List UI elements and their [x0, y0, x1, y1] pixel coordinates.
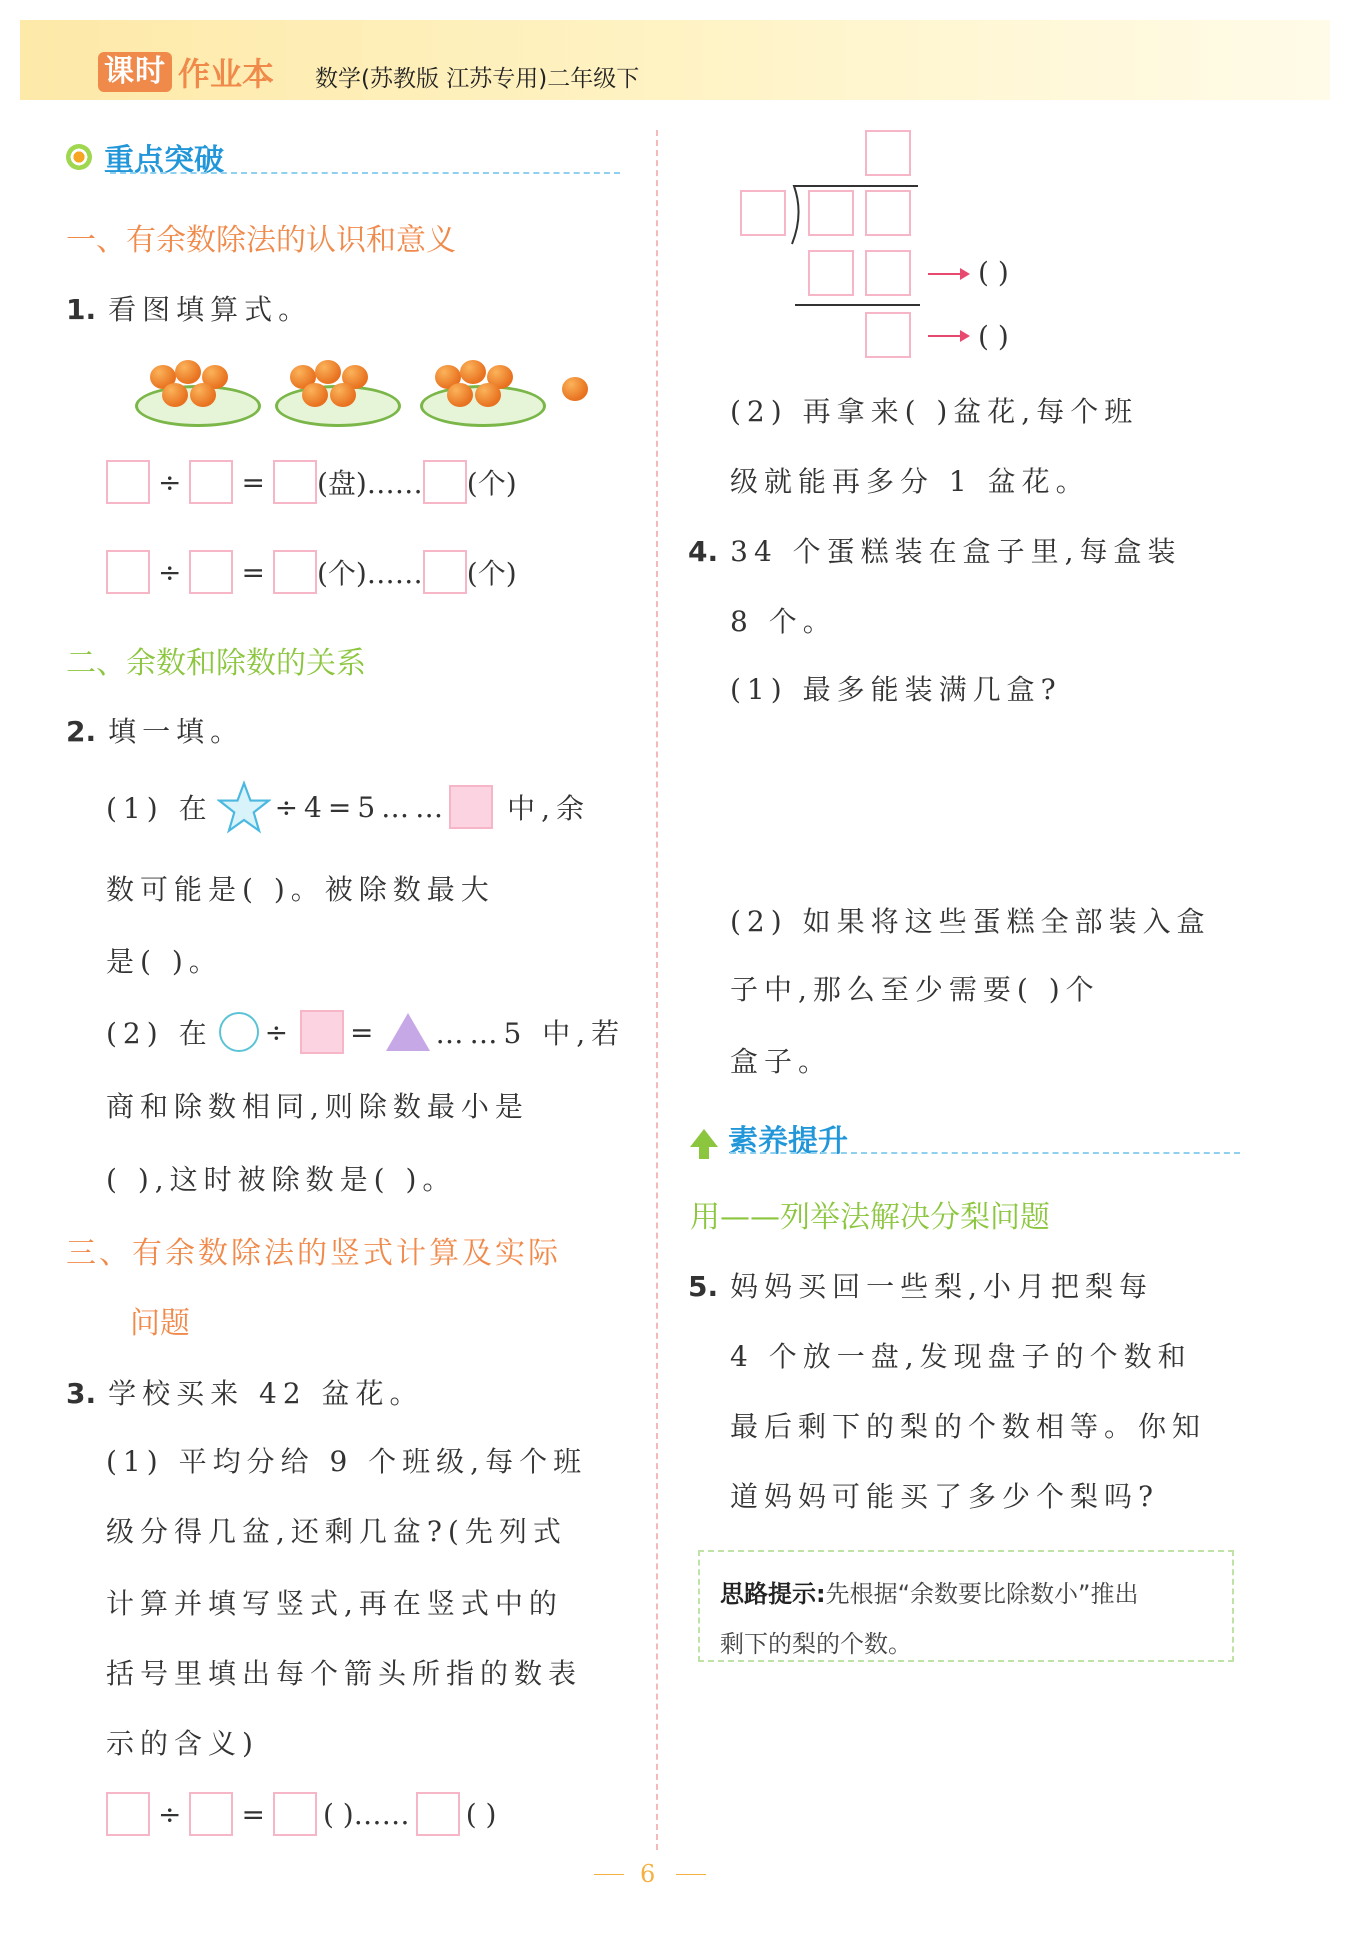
arrow-icon	[928, 335, 966, 337]
q4-p2-line2: 子中,那么至少需要( )个	[730, 973, 1100, 1006]
q4-part1: (1) 最多能装满几盒?	[730, 673, 1062, 706]
page-number: 6	[640, 1860, 656, 1888]
product-ones-box[interactable]	[865, 250, 911, 296]
unit-label: (个)	[466, 557, 517, 590]
answer-box[interactable]	[189, 550, 233, 594]
unit-paren: ( )……	[322, 1797, 410, 1831]
divide-sign: ÷	[158, 1797, 182, 1831]
q4-p2-line1: (2) 如果将这些蛋糕全部装入盒	[730, 905, 1211, 938]
answer-box[interactable]	[423, 550, 467, 594]
oranges-illustration	[130, 355, 600, 415]
divisor-box[interactable]	[300, 1010, 344, 1054]
orange-single	[562, 377, 588, 401]
hint-label: 思路提示:	[720, 1580, 826, 1608]
q5-number: 5.	[688, 1270, 719, 1303]
unit-paren: ( )	[465, 1797, 497, 1831]
q2-p1-tail: 中,余	[507, 792, 591, 825]
q2-text: 填一填。	[108, 715, 245, 748]
dividend-tens-box[interactable]	[808, 190, 854, 236]
q3-p1-line4: 括号里填出每个箭头所指的数表	[106, 1657, 583, 1690]
divisor-box[interactable]	[740, 190, 786, 236]
answer-box[interactable]	[416, 1792, 460, 1836]
subsection-3-line2: 问题	[130, 1306, 190, 1341]
q2-part1-line2: 数可能是( )。被除数最大	[106, 873, 495, 906]
arrow2-paren: ( )	[978, 320, 1009, 353]
orange	[460, 360, 486, 384]
logo-box: 课时	[98, 52, 172, 92]
q3-text: 学校买来 42 盆花。	[108, 1377, 424, 1410]
q4-text: 34 个蛋糕装在盒子里,每盒装	[730, 535, 1182, 568]
q3-number: 3.	[66, 1377, 97, 1410]
subsection-4: 用——列举法解决分梨问题	[690, 1200, 1050, 1235]
answer-box[interactable]	[273, 550, 317, 594]
star-icon	[217, 780, 271, 834]
q3-prompt	[66, 1372, 424, 1412]
q5-line2: 4 个放一盘,发现盘子的个数和	[730, 1340, 1192, 1373]
answer-box[interactable]	[189, 460, 233, 504]
subsection-2: 二、余数和除数的关系	[66, 646, 366, 681]
column-divider	[656, 130, 658, 1850]
q4-line1	[688, 530, 1182, 570]
q5-line1	[688, 1265, 1153, 1305]
orange	[190, 383, 216, 407]
answer-box[interactable]	[189, 1792, 233, 1836]
answer-box[interactable]	[273, 1792, 317, 1836]
divide-sign: ÷	[158, 555, 182, 589]
answer-box[interactable]	[106, 1792, 150, 1836]
q1-equation-2	[106, 550, 517, 594]
q1-text: 看图填算式。	[108, 293, 313, 326]
arrow-icon	[928, 273, 966, 275]
unit-label: (个)	[466, 467, 517, 500]
hint-text1: 先根据“余数要比除数小”推出	[825, 1580, 1139, 1608]
equals-sign: =	[241, 1797, 265, 1831]
section-key-label: 重点突破	[104, 143, 224, 178]
orange	[475, 383, 501, 407]
q3-p1-line5: 示的含义)	[106, 1727, 259, 1760]
orange	[162, 383, 188, 407]
q2-number: 2.	[66, 715, 97, 748]
section-advance-label: 素养提升	[728, 1124, 848, 1159]
unit-label: (盘)……	[316, 467, 423, 500]
q2-part1-line3: 是( )。	[106, 945, 223, 978]
subsection-1: 一、有余数除法的认识和意义	[66, 223, 456, 258]
q2-prompt	[66, 710, 244, 750]
q1-number: 1.	[66, 293, 97, 326]
target-icon	[66, 144, 92, 170]
q2-p2-lead: (2) 在	[106, 1017, 213, 1050]
q3-p1-line2: 级分得几盆,还剩几盆?(先列式	[106, 1515, 567, 1548]
q3-p1-line1: (1) 平均分给 9 个班级,每个班	[106, 1445, 588, 1478]
equals-sign: =	[241, 465, 265, 499]
q2-p1-equation: ÷4=5……	[274, 790, 450, 824]
q4-p2-line3: 盒子。	[730, 1045, 833, 1078]
q3-equation	[106, 1792, 496, 1836]
q2-part2-line2: 商和除数相同,则除数最小是	[106, 1090, 529, 1123]
q2-part1-line1	[106, 780, 590, 834]
answer-box[interactable]	[423, 460, 467, 504]
q2-p1-lead: (1) 在	[106, 792, 213, 825]
divide-sign: ÷	[158, 465, 182, 499]
header-logo	[98, 52, 274, 92]
circle-icon	[219, 1012, 259, 1052]
hint-box	[698, 1550, 1234, 1662]
header-subtitle: 数学(苏教版 江苏专用)二年级下	[315, 66, 640, 92]
orange	[447, 383, 473, 407]
equals-sign: =	[241, 555, 265, 589]
q2-part2-line1	[106, 1010, 625, 1054]
q2-p2-tail: ……5 中,若	[435, 1017, 626, 1050]
orange	[315, 360, 341, 384]
q3-p2-line1: (2) 再拿来( )盆花,每个班	[730, 395, 1139, 428]
q1-equation-1	[106, 460, 517, 504]
q4-line2: 8 个。	[730, 605, 837, 638]
divide-sign: ÷	[264, 1015, 295, 1049]
q5-line4: 道妈妈可能买了多少个梨吗?	[730, 1480, 1160, 1513]
answer-box[interactable]	[273, 460, 317, 504]
quotient-box[interactable]	[865, 130, 911, 176]
hint-line1	[720, 1566, 1212, 1622]
answer-box[interactable]	[106, 460, 150, 504]
arrow1-paren: ( )	[978, 256, 1009, 289]
q1-prompt	[66, 288, 312, 328]
triangle-icon	[386, 1013, 430, 1051]
q3-p1-line3: 计算并填写竖式,再在竖式中的	[106, 1587, 563, 1620]
orange	[175, 360, 201, 384]
unit-label: (个)……	[316, 557, 423, 590]
q3-p2-line2: 级就能再多分 1 盆花。	[730, 465, 1090, 498]
remainder-box[interactable]	[865, 312, 911, 358]
arrow-up-icon	[690, 1129, 718, 1147]
orange	[330, 383, 356, 407]
q5-line3: 最后剩下的梨的个数相等。你知	[730, 1410, 1207, 1443]
answer-box[interactable]	[106, 550, 150, 594]
equals-sign: =	[350, 1015, 380, 1049]
q4-number: 4.	[688, 535, 719, 568]
q5-text: 妈妈买回一些梨,小月把梨每	[730, 1270, 1154, 1303]
subtraction-line	[795, 304, 920, 306]
section-key-underline	[110, 172, 620, 174]
q2-part2-line3: ( ),这时被除数是( )。	[106, 1163, 457, 1196]
hint-line2: 剩下的梨的个数。	[720, 1630, 912, 1658]
dividend-ones-box[interactable]	[865, 190, 911, 236]
subsection-3-line1: 三、有余数除法的竖式计算及实际	[66, 1236, 561, 1271]
remainder-box[interactable]	[449, 785, 493, 829]
orange	[302, 383, 328, 407]
product-tens-box[interactable]	[808, 250, 854, 296]
logo-text: 作业本	[178, 55, 275, 93]
section-advance-underline	[730, 1152, 1240, 1154]
